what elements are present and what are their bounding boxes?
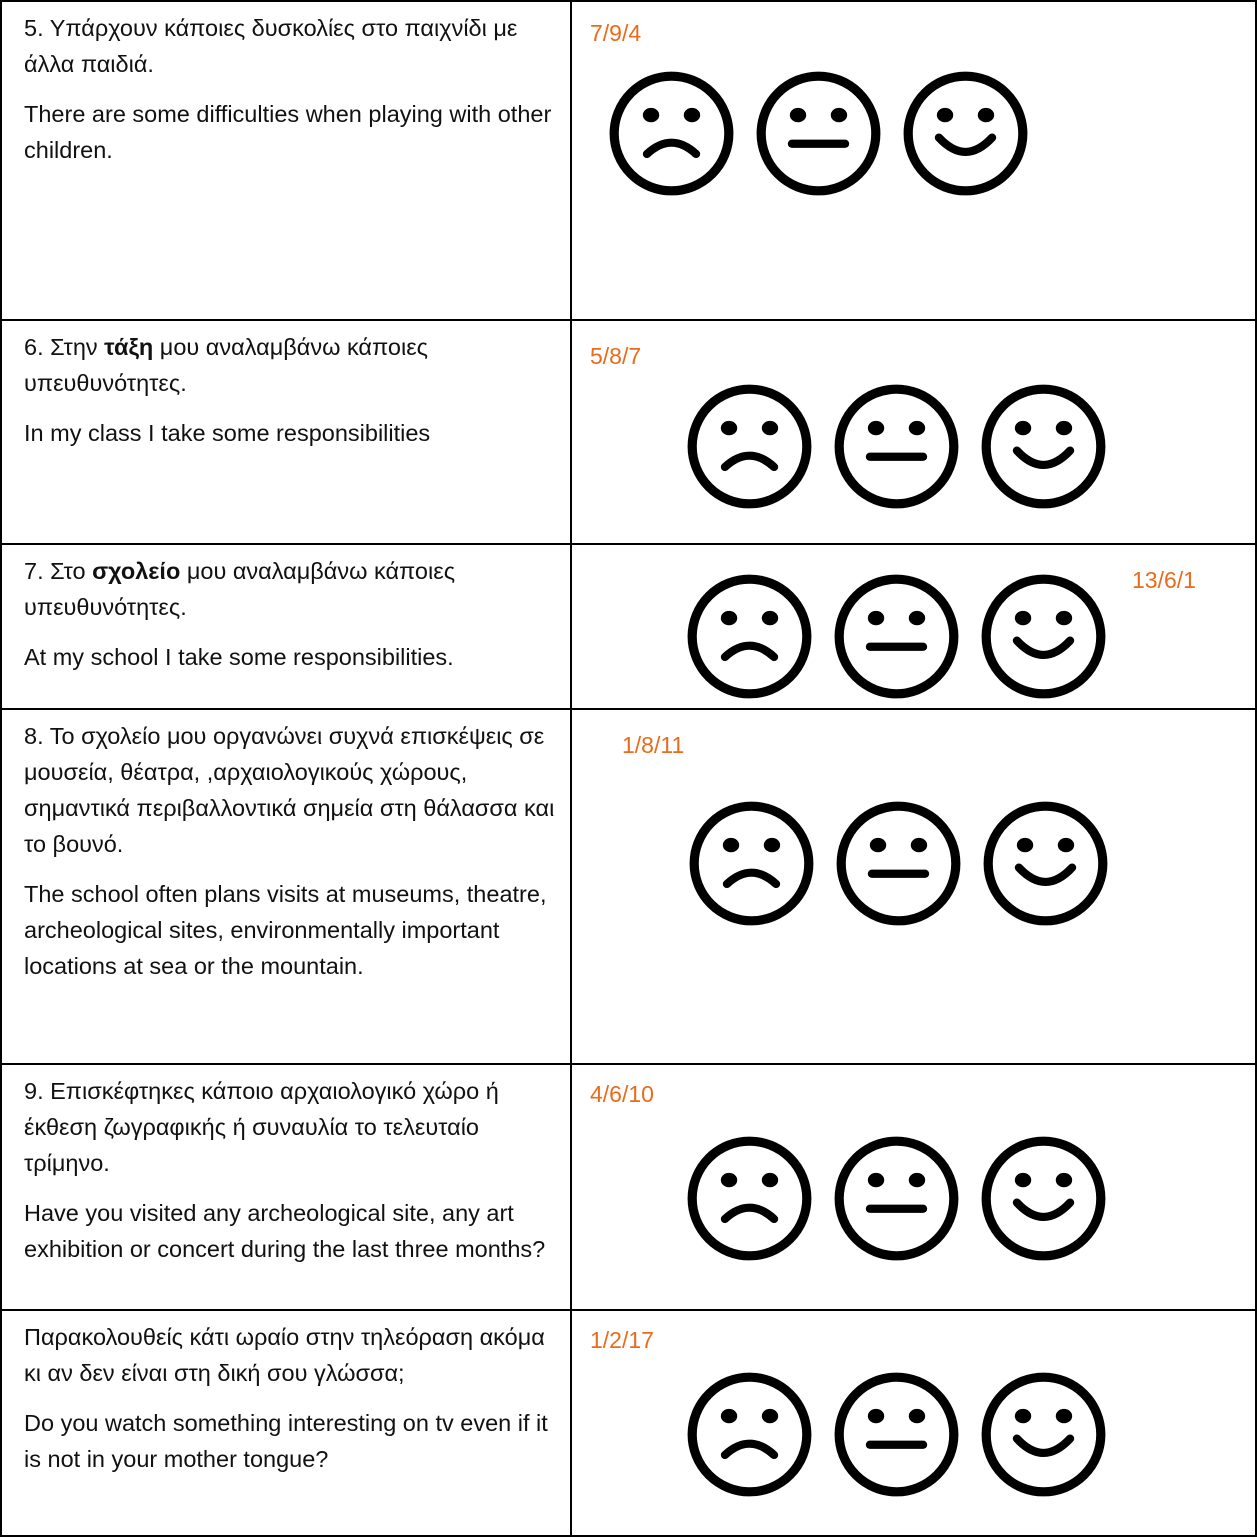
neutral-face-icon xyxy=(831,571,962,702)
question-cell xyxy=(2,545,572,708)
sad-face-icon xyxy=(684,571,815,702)
question-english: The school often plans visits at museums, theatre, archeological sites, environmentally important locations at sea or the mountain. xyxy=(24,881,547,979)
question-greek: 9. Επισκέφτηκες κάποιο αρχαιολογικό χώρο ή έκθεση ζωγραφικής ή συναυλία το τελευταίο τρίμηνο. xyxy=(24,1078,499,1176)
survey-row-7 xyxy=(0,543,1257,708)
neutral-face-icon xyxy=(831,1133,962,1264)
survey-row-6 xyxy=(0,319,1257,543)
answer-cell xyxy=(574,710,1255,1063)
survey-row-10 xyxy=(0,1309,1257,1537)
emoji-scale xyxy=(684,571,1109,702)
emoji-scale xyxy=(684,381,1109,512)
sad-face-icon xyxy=(684,1133,815,1264)
response-tally: 13/6/1 xyxy=(1132,567,1196,593)
sad-face-icon xyxy=(686,798,817,929)
survey-row-5 xyxy=(0,0,1257,319)
neutral-face-icon xyxy=(831,381,962,512)
survey-row-9 xyxy=(0,1063,1257,1309)
answer-cell xyxy=(574,2,1255,319)
response-tally: 7/9/4 xyxy=(590,20,642,46)
neutral-face-icon xyxy=(753,68,884,199)
question-greek: Παρακολουθείς κάτι ωραίο στην τηλεόραση ακόμα κι αν δεν είναι στη δική σου γλώσσα; xyxy=(24,1324,545,1386)
question-english: Do you watch something interesting on tv even if it is not in your mother tongue? xyxy=(24,1410,548,1472)
emphasis-word: σχολείο xyxy=(92,558,181,584)
emoji-scale xyxy=(606,68,1031,199)
question-greek: 6. Στην τάξη μου αναλαμβάνω κάποιες υπευθυνότητες. xyxy=(24,334,428,396)
happy-face-icon xyxy=(978,1369,1109,1500)
question-english: In my class I take some responsibilities xyxy=(24,420,431,446)
question-cell xyxy=(2,321,572,543)
question-english: There are some difficulties when playing with other children. xyxy=(24,101,552,163)
happy-face-icon xyxy=(978,571,1109,702)
question-greek: 8. Το σχολείο μου οργανώνει συχνά επισκέψεις σε μουσεία, θέατρα, ,αρχαιολογικούς χώρους, σημαντικά περιβαλλοντικά σημεία στη θάλασσα και το βουνό. xyxy=(24,723,555,857)
response-tally: 1/2/17 xyxy=(590,1327,654,1353)
question-english: Have you visited any archeological site, any art exhibition or concert during the last three months? xyxy=(24,1200,546,1262)
sad-face-icon xyxy=(684,1369,815,1500)
question-cell xyxy=(2,1065,572,1309)
neutral-face-icon xyxy=(833,798,964,929)
question-english: At my school I take some responsibilities. xyxy=(24,644,454,670)
survey-row-8 xyxy=(0,708,1257,1063)
answer-cell xyxy=(574,321,1255,543)
answer-cell xyxy=(574,1311,1255,1535)
response-tally: 1/8/11 xyxy=(622,732,685,758)
emoji-scale xyxy=(684,1369,1109,1500)
question-greek: 7. Στο σχολείο μου αναλαμβάνω κάποιες υπευθυνότητες. xyxy=(24,558,456,620)
answer-cell xyxy=(574,545,1255,708)
emphasis-word: τάξη xyxy=(104,334,154,360)
question-cell xyxy=(2,2,572,319)
neutral-face-icon xyxy=(831,1369,962,1500)
answer-cell xyxy=(574,1065,1255,1309)
question-cell xyxy=(2,1311,572,1535)
happy-face-icon xyxy=(900,68,1031,199)
question-cell xyxy=(2,710,572,1063)
question-greek: 5. Υπάρχουν κάποιες δυσκολίες στο παιχνίδι με άλλα παιδιά. xyxy=(24,15,518,77)
happy-face-icon xyxy=(978,1133,1109,1264)
happy-face-icon xyxy=(978,381,1109,512)
response-tally: 4/6/10 xyxy=(590,1081,654,1107)
sad-face-icon xyxy=(684,381,815,512)
emoji-scale xyxy=(684,1133,1109,1264)
sad-face-icon xyxy=(606,68,737,199)
happy-face-icon xyxy=(980,798,1111,929)
emoji-scale xyxy=(686,798,1111,929)
response-tally: 5/8/7 xyxy=(590,343,642,369)
